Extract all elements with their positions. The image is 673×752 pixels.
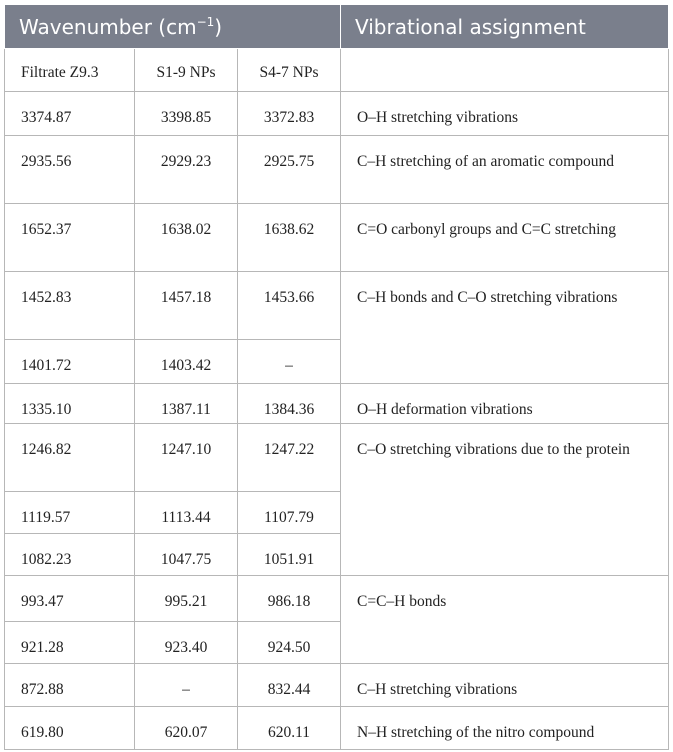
wavenumber-header: Wavenumber $(cm^{-1})$: [5, 5, 341, 49]
filtrate-value: 2935.56: [5, 136, 135, 204]
filtrate-value: 3374.87: [5, 92, 135, 136]
filtrate-value: 1401.72: [5, 340, 135, 384]
filtrate-value: 993.47: [5, 576, 135, 622]
s1-9-value: –: [135, 664, 238, 707]
s4-7-value: 986.18: [238, 576, 341, 622]
s4-7-value: 1638.62: [238, 204, 341, 272]
s4-7-value: 620.11: [238, 707, 341, 750]
s1-9-value: 1247.10: [135, 424, 238, 492]
assignment-cell: C–H bonds and C–O stretching vibrations: [341, 272, 669, 384]
s1-9-value: 2929.23: [135, 136, 238, 204]
table-header-row: [5, 5, 669, 49]
table-row: [5, 707, 669, 750]
filtrate-value: 1452.83: [5, 272, 135, 340]
filtrate-value: 1335.10: [5, 384, 135, 424]
filtrate-value: 1082.23: [5, 534, 135, 576]
s1-9-value: 1113.44: [135, 492, 238, 534]
filtrate-value: 872.88: [5, 664, 135, 707]
s1-9-value: 1638.02: [135, 204, 238, 272]
s4-7-value: 1453.66: [238, 272, 341, 340]
s4-7-value: 1051.91: [238, 534, 341, 576]
s1-9-value: 1457.18: [135, 272, 238, 340]
assignment-cell: N–H stretching of the nitro compound: [341, 707, 669, 750]
subheader-filtrate: Filtrate Z9.3: [5, 49, 135, 92]
assignment-cell: C–H stretching vibrations: [341, 664, 669, 707]
filtrate-value: 921.28: [5, 622, 135, 664]
assignment-cell: O–H stretching vibrations: [341, 92, 669, 136]
s4-7-value: 3372.83: [238, 92, 341, 136]
table-row: [5, 664, 669, 707]
filtrate-value: 1119.57: [5, 492, 135, 534]
table-row: [5, 272, 669, 340]
s1-9-value: 1047.75: [135, 534, 238, 576]
assignment-cell: C=O carbonyl groups and C=C stretching: [341, 204, 669, 272]
table-row: [5, 136, 669, 204]
assignment-cell: C=C–H bonds: [341, 576, 669, 664]
s1-9-value: 1403.42: [135, 340, 238, 384]
subheader-empty: [341, 49, 669, 92]
subheader-row: [5, 49, 669, 92]
s4-7-value: –: [238, 340, 341, 384]
table-row: [5, 576, 669, 622]
assignment-cell: O–H deformation vibrations: [341, 384, 669, 424]
s1-9-value: 3398.85: [135, 92, 238, 136]
s4-7-value: 832.44: [238, 664, 341, 707]
s1-9-value: 1387.11: [135, 384, 238, 424]
assignment-cell: C–O stretching vibrations due to the protein: [341, 424, 669, 576]
table-row: [5, 424, 669, 492]
s4-7-value: 924.50: [238, 622, 341, 664]
filtrate-value: 619.80: [5, 707, 135, 750]
s1-9-value: 620.07: [135, 707, 238, 750]
subheader-s1-9: S1-9 NPs: [135, 49, 238, 92]
s4-7-value: 1384.36: [238, 384, 341, 424]
filtrate-value: 1652.37: [5, 204, 135, 272]
subheader-s4-7: S4-7 NPs: [238, 49, 341, 92]
s1-9-value: 923.40: [135, 622, 238, 664]
table-row: [5, 384, 669, 424]
s4-7-value: 1107.79: [238, 492, 341, 534]
s1-9-value: 995.21: [135, 576, 238, 622]
filtrate-value: 1246.82: [5, 424, 135, 492]
table-row: [5, 204, 669, 272]
s4-7-value: 2925.75: [238, 136, 341, 204]
assignment-header: Vibrational assignment: [341, 5, 669, 49]
s4-7-value: 1247.22: [238, 424, 341, 492]
table-row: [5, 92, 669, 136]
ftir-assignment-table: [4, 4, 669, 750]
assignment-cell: C–H stretching of an aromatic compound: [341, 136, 669, 204]
